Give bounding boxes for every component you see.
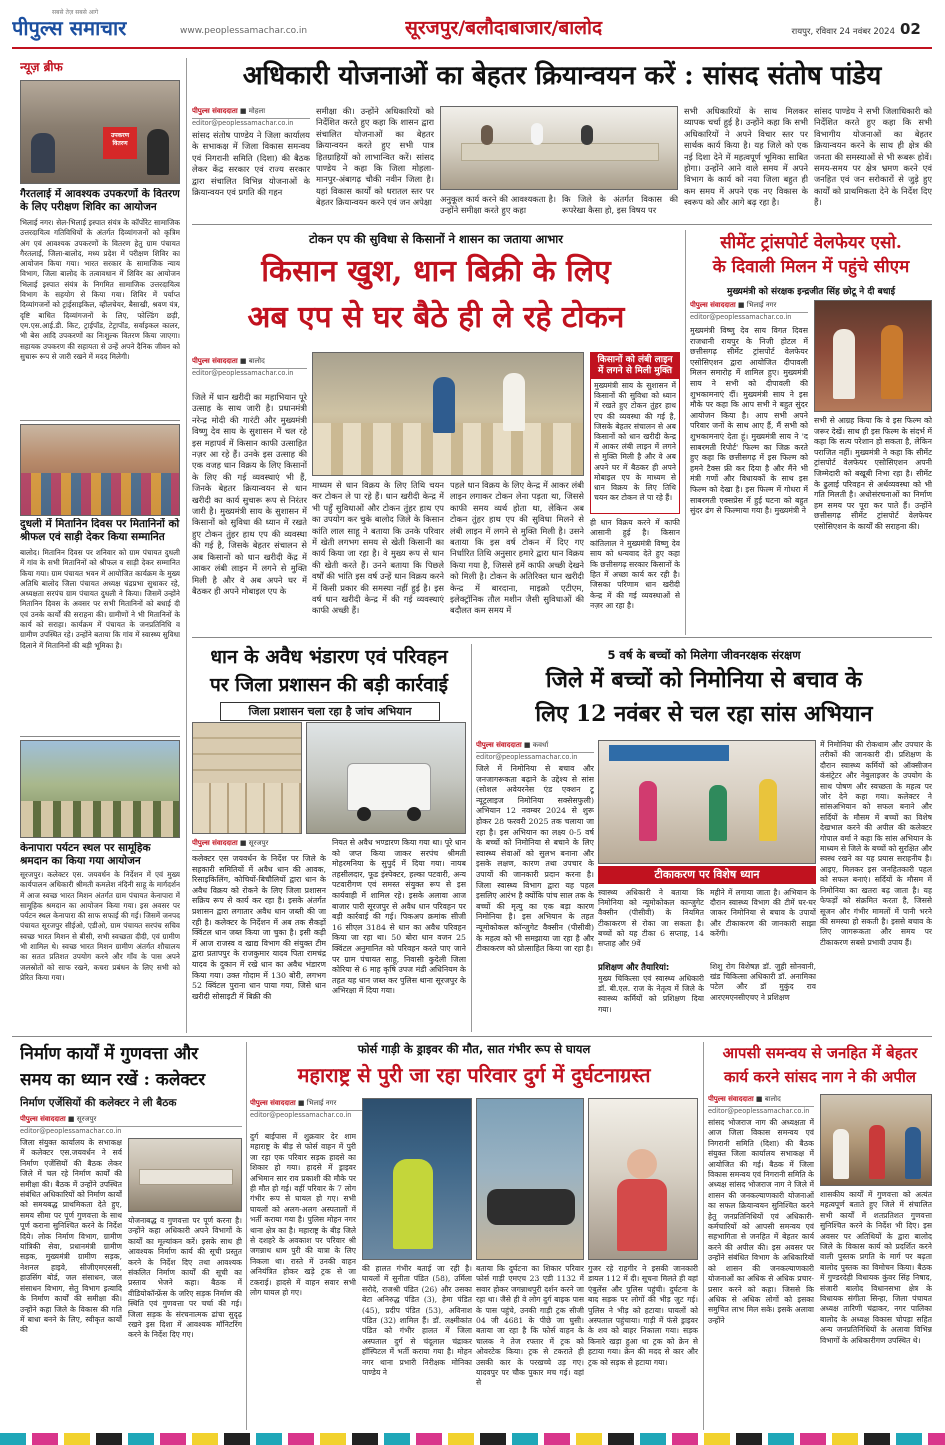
cement-col1: मुख्यमंत्री विष्णु देव साय विगत दिवस राजधानी रायपुर के निजी होटल में छत्तीसगढ़ सीमेंट ट्रांसपोर्ट वेलफेयर एसोसिएशन द्वारा आयोजित दीपावली मिलन समारोह में शामिल हुए। मुख्यमंत्री साय ने सभी को दीपावली की शुभकामनाएं दीं। मुख्यमंत्री साय ने इस मौके पर कहा कि आप सभी ने बहुत सुंदर आयोजन किया है। आप सभी अपने परिवार जनों के साथ आए हैं, मैं सभी को शुभकामनाएं देता हूं। मुख्यमंत्री साय ने 'द साबरमती रिपोर्ट' फिल्म का जिक्र करते हुए कहा कि छत्तीसगढ़ में इस फिल्म को हमने टैक्स फ्री कर दिया है और मैंने भी मंत्री गणों और विधायकों के साथ इस फिल्म को देखा है। इस फिल्म में गोधरा में साबरमती एक्सप्रेस में हुई घटना को बहुत सुंदर ढंग से फिल्माया गया है। मुख्यमंत्री ने (690, 326, 808, 516)
dhan-byline: पीपुल्स संवाददाता ■ सूरजपुर (192, 838, 302, 851)
lower-page-rule (12, 1036, 932, 1037)
top-story-col3: अनुकूल कार्य करने की आवश्यकता है। उन्होंने समीक्षा करते हुए कहा (440, 194, 556, 216)
brief3-headline: केनापारा पर्यटन स्थल पर सामूहिक श्रमदान का किया गया आयोजन (20, 842, 151, 867)
byline-email: editor@peoplessamachar.co.in (250, 1111, 352, 1119)
accident-col3: बताया कि दुर्घटना का शिकार परिवार फोर्स गाड़ी एमएच 23 एडी 1132 में सवार होकर जगन्नाथपुरी दर्शन करने जा रहा था। जैसे ही वे लोग दुर्ग बाइक पास के पास पहुंचे, उनकी गाड़ी ट्रक सीजी 04 जी 4681 के पीछे जा घुसी। बताया जा रहा है कि फोर्स वाहन के चालक ने तेज रफ्तार में ट्रक को ओवरटेक किया। ट्रक से टकराते ही उसकी कार के परखच्चे उड़ गए। यादवपुर पर चौक पुकार मच गई। वहां से (476, 1264, 584, 1388)
kisan-col2: माध्यम से धान विक्रय के लिए तिथि चयन कर टोकन ले पा रहे हैं। धान खरीदी केन्द्र में भी पहुँ सुविधाओं और टोकन तुंहर हाथ एप का उपयोग कर चुके बालोद जिले के किसान कांति लाल साहू ने बताया कि उनके परिवार में खेती लगभग समय से खेती किसानी का कार्य किया जा रहा है। वे मुख्य रूप से धान की खेती करते हैं। उनने बताया कि पिछले वर्षों की भांति इस वर्ष उन्हें धान विक्रय करने में किसी प्रकार की समस्या नहीं हुई है। इस वर्ष धान खरीदी केन्द्र में की गई व्यवस्थाएं काफी अच्छी हैं। (312, 480, 444, 616)
byline-location: बालोद (248, 357, 265, 365)
site-url: www.peoplessamachar.co.in (180, 26, 308, 36)
brief2-headline: दुधली में मितानिन दिवस पर मितानिनों को श्रीफल एवं साड़ी देकर किया सम्मानित (20, 518, 180, 543)
mid-column-rule (685, 230, 686, 635)
cement-headline-1: सीमेंट ट्रांसपोर्ट वेलफेयर एसो. (720, 233, 902, 253)
top-story-headline: अधिकारी योजनाओं का बेहतर क्रियान्वयन करें : सांसद संतोष पांडेय (242, 61, 882, 91)
top-story-byline: पीपुल्स संवाददाता ■ मोहला editor@peoplessamachar.co.in (192, 106, 310, 127)
mid-page-rule (192, 637, 932, 638)
nirman-col2: योजनाबद्ध व गुणवत्ता पर पूर्ण करना है। उन्होंने कहा अधिकारी अपने विभागों के कार्यों का मूल्यांकन करें। इसके साथ ही आवश्यक निर्माण कार्य की सूची प्रस्तुत करने के निर्देश दिए तथा आवश्यक संकलित निर्माण कार्यों की सूची का प्रस्ताव भेजने कहा। बैठक में वीडियोकॉन्फ्रेंस के जरिए सड़क निर्माण की स्थिति एवं गुणवत्ता पर चर्चा की गई। जिला सड़क के संरचनात्मक ढांचा सुदृढ़ रखने इस दिशा में आवश्यक मॉनिटरिंग करने के निर्देश दिए गए। (128, 1216, 242, 1340)
region-title: सूरजपुर/बलौदाबाजार/बालोद (405, 17, 603, 39)
byline-location: भिलाई नगर (746, 301, 777, 309)
top-story-col4: कि जिले के अंतर्गत विकास की रूपरेखा कैसा हो, इस विषय पर (562, 194, 678, 216)
dhan-headline-1: धान के अवैध भंडारण एवं परिवहन (210, 646, 448, 668)
niomonia-headline-2: लिए 12 नवंबर से चल रहा सांस अभियान (535, 701, 873, 727)
logo-tag: सबसे तेज़ सबसे आगे (52, 9, 99, 16)
nirman-kicker: निर्माण एजेंसियों की कलेक्टर ने ली बैठक (20, 1097, 177, 1109)
niomonia-photo (598, 740, 816, 864)
upkaran-banner: उपकरण वितरण (103, 127, 137, 159)
kisan-photo (312, 352, 584, 476)
byline-author: पीपुल्स संवाददाता (250, 1099, 296, 1107)
byline-author: पीपुल्स संवाददाता (192, 107, 238, 115)
accident-kicker: फोर्स गाड़ी के ड्राइवर की मौत, सात गंभीर रूप से घायल (357, 1042, 591, 1056)
byline-location: सूरजपुर (248, 839, 269, 847)
kisan-byline: पीपुल्स संवाददाता ■ बालोद editor@peoplessamachar.co.in (192, 356, 307, 377)
byline-email: editor@peoplessamachar.co.in (476, 753, 578, 761)
byline-location: भिलाई नगर (306, 1099, 337, 1107)
nirman-col1: जिला संयुक्त कार्यालय के सभाकक्ष में कलेक्टर एस.जयवर्धन ने सर्व निर्माण एजेंसियों की बैठक लेकर जिले में चल रहे निर्माण कार्यों की समीक्षा की। बैठक में उन्होंने उपस्थित संबंधित अधिकारियों को निर्माण कार्यों को समयबद्ध प्राथमिकता देते हुए, समय सीमा पर पूर्ण गुणवत्ता के साथ पूर्ण कराना सुनिश्चित करने के निर्देश दिये। लोक निर्माण विभाग, ग्रामीण यांत्रिकी सेवा, प्रधानमंत्री ग्रामीण सड़क, मुख्यमंत्री ग्रामीण सड़क, नेशनल हाइवे, सीजीएमएससी, हाउसिंग बोर्ड, जल संसाधन, जल संसाधन विभाग, सेतु विभाग इत्यादि के निर्माण कार्यों की समीक्षा की। उन्होंने कहा जिले के विकास की गति में बाधा बनने के लिए, स्वीकृत कार्यों की (20, 1138, 122, 1335)
samanvay-headline-1: आपसी समन्वय से जनहित में बेहतर (722, 1044, 918, 1062)
byline-email: editor@peoplessamachar.co.in (708, 1107, 810, 1115)
logo-text: पीपुल्स समाचार (12, 16, 127, 40)
byline-location: मोहला (248, 107, 266, 115)
kisan-headline-1: किसान खुश, धान बिक्री के लिए (261, 254, 611, 289)
nirman-photo (128, 1138, 242, 1212)
print-color-strip (0, 1433, 945, 1445)
niomonia-col2c: मुख्य चिकित्सा एवं स्वास्थ्य अधिकारी डॉ. बी.एल. राज के नेतृत्व में जिले के स्वास्थ्य कर्मियों को प्रशिक्षण दिया गया। (598, 974, 704, 1014)
samanvay-col1: सांसद भोजराज नाग की अध्यक्षता में आज जिला विकास समन्वय एवं निगरानी समिति (दिशा) की बैठक संयुक्त जिला कार्यालय सभाकक्ष में आयोजित की गई। बैठक में जिला विकास समन्वय एवं निगरानी समिति के अध्यक्ष सांसद भोजराज नाग ने जिले में शासन की जनकल्याणकारी योजनाओं का सफल क्रियान्वयन सुनिश्चित करने हेतु जनप्रतिनिधियों एवं अधिकारी-कर्मचारियों को आपसी समन्वय एवं सहभागिता से जनहित में बेहतर कार्य करने की अपील की। इस अवसर पर उन्होंने संबंधित विभाग के अधिकारियों को शासन की जनकल्याणकारी योजनाओं का अधिक से अधिक प्रचार-प्रसार करने को कहा। जिससे कि अधिक से अधिक लोगों को इसका समुचित लाभ मिल सके। इसके अलावा उन्होंने (708, 1118, 814, 1325)
byline-author: पीपुल्स संवाददाता (476, 741, 522, 749)
kisan-col3: पहले धान विक्रय के लिए केन्द्र में आकर लंबी लाइन लगाकर टोकन लेना पड़ता था, जिससे काफी समय व्यर्थ होता था, लेकिन अब टोकन तुंहर हाथ एप की सुविधा मिलने से लंबी लाइन में लगने से मुक्ति मिली है। उसने बताया कि इस वर्ष टोकन में दिए गए निर्धारित तिथि अनुसार हमारे द्वारा धान विक्रय किया गया है, जिससे हमें काफी अच्छी देखने को मिली है। टोकन के अतिरिक्त धान खरीदी केन्द्र में बारदाना, माइक्रो एटीएम, इलेक्ट्रॉनिक तौल मशीन जैसी सुविधाओं की बदौलत कम समय में (450, 480, 584, 616)
niomonia-kicker: 5 वर्ष के बच्चों को मिलेगा जीवनरक्षक संरक्षण (607, 648, 801, 662)
kisan-headline-2: अब एप से घर बैठे ही ले रहे टोकन (247, 300, 625, 335)
samanvay-col2: शासकीय कार्यों में गुणवत्ता को अत्यंत महत्वपूर्ण बताते हुए जिले में संचालित सभी कार्यों में शतप्रतिशत गुणवत्ता सुनिश्चित करने के निर्देश भी दिए। इस अवसर पर अतिथियों के द्वारा बालोद जिले के विकास कार्य को प्रदर्शित करने वाली पुस्तक प्रगति के मार्ग पर बढ़ता बालोद पुस्तक का विमोचन किया। बैठक में गुण्डरदेही विधायक कुंवर सिंह निषाद, संजारी बालोद विधानसभा क्षेत्र के विधायक संगीता सिन्हा, जिला पंचायत अध्यक्ष तारिणी चंद्राकर, नगर पालिका बालोद के अध्यक्ष विकास चोपड़ा सहित अन्य जनप्रतिनिधियों के अलावा विभिन्न विभागों के अधिकारीगण उपस्थित थे। (820, 1190, 932, 1345)
brief2-photo (20, 424, 180, 516)
niomonia-col1: जिले में निमोनिया से बचाव और जनजागरूकता बढ़ाने के उद्देश्य से सांस (सोशल अवेयरनेस एंड एक्शन टू न्यूट्रलाइज निमोनिया सक्सेसफुली) अभियान 12 नवम्बर 2024 से शुरू होकर 28 फरवरी 2025 तक चलाया जा रहा है। इस अभियान का लक्ष्य 0-5 वर्ष के बच्चों को निमोनिया से बचाने के लिए स्वास्थ्य सेवाओं को सुलभ बनाना और इसके लक्षण, कारण तथा उपचार के उपायों की जानकारी प्रदान करना है। जिला स्वास्थ्य विभाग द्वारा यह पहल इसलिए आरंभ है क्योंकि पांच साल तक के बच्चों की मृत्यु का एक बड़ा कारण निमोनिया है। इस अभियान के तहत न्यूमोकोकल कॉन्जुगेट वैक्सीन (पीसीवी) के महत्व को भी समझाया जा रहा है और टीकाकरण को प्रोत्साहित किया जा रहा है। (476, 764, 594, 954)
top-story-col1: सांसद संतोष पाण्डेय ने जिला कार्यालय के सभाकक्ष में जिला विकास समन्वय एवं निगरानी समिति (दिशा) की बैठक लेकर केंद्र सरकार एवं राज्य सरकार द्वारा संचालित विभिन्न योजनाओं के क्रियान्वयन एवं प्रगति की गहन (192, 130, 310, 198)
vaccine-bar: टीकाकरण पर विशेष ध्यान (598, 866, 816, 884)
byline-location: सूरजपुर (76, 1115, 97, 1123)
byline-author: पीपुल्स संवाददाता (192, 839, 238, 847)
top-story-col5: सभी अधिकारियों के साथ मिलकर व्यापक चर्चा हुई है। उन्होंने कहा कि सभी अधिकारियों ने अपने विचार स्तर पर सार्थक कार्य किया है। यह जिले को एक नई दिशा देने में महत्वपूर्ण भूमिका साबित होगा। उन्होंने आने वाले समय में अपने विभाग के कार्य को नया जिला बहुत ही कम समय में अपने एक नए विकास के स्वरूप को और आगे बढ़ रहा है। (684, 106, 808, 208)
niomonia-col2d: शिशु रोग विशेषज्ञ डॉ. जुही सोनवानी, खंड चिकित्सा अधिकारी डॉ. अनामिका पटेल और डॉ मुकुंद राव आरएमएनसीएचए ने प्रशिक्षण (710, 962, 816, 1002)
brief1-photo (20, 80, 180, 184)
accident-photo-mid (476, 1098, 584, 1260)
dhan-photo-left (192, 722, 302, 834)
dhan-col1: कलेक्टर एस जयवर्धन के निर्देश पर जिले के सहकारी समितियों में अवैध धान की आवक, रिसाइकिलिंग, कोचियों-बिचौलियों द्वारा धान के अवैध विक्रय को रोकने के लिए जिला प्रशासन सक्रिय रूप से कार्य कर रहा है। इसके अंतर्गत प्रशासन द्वारा लगातार अवैध धान जब्ती की जा रही है। कलेक्टर के निर्देशन में अब तक सैकड़ों क्विंटल धान जब्त किया जा चुका है। इसी कड़ी में आज राजस्व व खाद्य विभाग की संयुक्त टीम द्वारा प्रतापपुर के राजकुमार यादव पिता रामचंद्र यादव के दुकान में रखे धान का अवैध भंडारण किया गया। उक्त गोदाम में 130 बोरी, लगभग 52 क्विंटल पुराना धान पाया गया, जिसे धान खरीदी सोसाइटी में बिक्री की (192, 854, 326, 1001)
cement-col2: सभी से आग्रह किया कि वे इस फिल्म को जरूर देखें। साथ ही इस फिल्म के संदर्भ में कहा कि सत्य परेशान हो सकता है, लेकिन पराजित नहीं। मुख्यमंत्री ने कहा कि सीमेंट ट्रांसपोर्ट वेलफेयर एसोसिएशन अपनी जिम्मेदारी को बखूबी निभा रहा है। सीमेंट के ढुलाई परिवहन से अर्थव्यवस्था को भी गति मिलती है। अधोसंरचनाओं का निर्माण हम समय पर पूरा कर पाते हैं। उन्होंने छत्तीसगढ़ सीमेंट ट्रांसपोर्ट वेलफेयर एसोसिएशन के कार्यों की सराहना की। (814, 416, 932, 531)
byline-location: कवर्धा (532, 741, 549, 749)
cement-headline-2: के दिवाली मिलन में पहुंचे सीएम (712, 257, 910, 277)
kisan-sidebar (590, 352, 680, 514)
brief3-photo (20, 740, 180, 838)
byline-author: पीपुल्स संवाददाता (192, 357, 238, 365)
samanvay-headline-2: कार्य करने सांसद नाग ने की अपील (724, 1068, 916, 1086)
kisan-col1: जिले में धान खरीदी का महाभियान पूरे उत्साह के साथ जारी है। प्रधानमंत्री नरेन्द्र मोदी की गारंटी और मुख्यमंत्री विष्णु देव साय के सुशासन में चल रहे इस महापर्व में किसान काफी उत्साहित नज़र आ रहे हैं। उनके इस उत्साह की एक वजह धान विक्रय के लिए किसानों के लिए की गई व्यवस्थाएं भी हैं, जिनके बेहतर क्रियान्वयन से धान खरीदी का कार्य सुचारू रूप से निरंतर जारी है। मुख्यमंत्री साय के सुशासन में किसानों को सुविधा की ध्यान में रखते हुए टोकन तुंहर हाथ एप की व्यवस्था की गई है, जिसके बेहतर संचालन से अब किसानों को धान खरीदी केंद्र में आकर लंबी लाइन में लगने से मुक्ति मिली है और वे अब अपने घर में बैठकर ही अपने मोबाइल एप के (192, 392, 307, 596)
byline-author: पीपुल्स संवाददाता (20, 1115, 66, 1123)
mid2-column-rule (471, 644, 472, 1032)
accident-col4: गुजर रहे राहगीर ने इसकी जानकारी डायल 112 में दी। सूचना मिलते ही वहां एंबुलेंस और पुलिस पहुंची। दुर्घटना के बाद सड़क पर लोगों की भीड़ जुट गई। पुलिस ने भीड़ को हटाया। घायलों को अस्पताल पहुंचाया। गाड़ी में फंसे ड्राइवर के शव को बाहर निकाला गया। सड़क किनारे खड़ा हुआ था ट्रक को क्रेन से हटाया गया। क्रेन की मदद से कार और ट्रक को सड़क से हटाया गया। (588, 1264, 698, 1367)
byline-author: पीपुल्स संवाददाता (708, 1095, 754, 1103)
top-story-col6: सांसद पाण्डेय ने सभी जिलाधिकारी को निर्देशित करते हुए कहा कि सभी विभागीय योजनाओं का बेहतर क्रियान्वयन करने के साथ ही क्षेत्र की जनता की समस्याओं से भी रूबरू होवें। समय-समय पर क्षेत्र भ्रमण करने एवं जनहित एवं जन सरोकारों से जुड़े हुए कार्यों को प्राथमिकता देने के निर्देश दिए हैं। (814, 106, 932, 208)
brief1-body: भिलाई नगर। सेल-भिलाई इस्पात संयंत्र के कॉर्पोरेट सामाजिक उत्तरदायित्व गतिविधियों के अंतर्गत दिव्यांगजनों को कृत्रिम अंग एवं आवश्यक उपकरणों के वितरण हेतु ग्राम पंचायत गैरतलाई, जिला-बालोद, मध्य प्रदेश में परीक्षण शिविर का आयोजन किया गया। भारत सरकार के सामाजिक न्याय विभाग, जिला बालोद के तत्वावधान में शिविर का आयोजन भिलाई इस्पात संयंत्र के निगमित सामाजिक उत्तरदायित्व विभाग के सहयोग से किया गया। शिविर में पर्याप्त दिव्यांगजनों को ट्राईसाइकिल, व्हीलचेयर, बैसाखी, श्रवण यंत्र, दृष्टि बाधित दिव्यांगजनों के लिए, फोल्डिंग छड़ी, एम.एस.आई.डी. किट, ट्राईपॉड, टेट्रापॉड, सर्वाइकल कालर, भी बेस आदि उपकरणों का निःशुल्क वितरण किया जाएगा। सहायक उपकरण की सहायता से उन्हें अपने दैनिक जीवन को सुचारू रूप से जारी रखने में मदद मिलेगी। (20, 218, 180, 361)
accident-col1: दुर्ग बाईपास में शुक्रवार देर शाम महाराष्ट्र के बीड़ से फोर्स वाहन में पुरी जा रहा एक परिवार सड़क हादसे का शिकार हो गया। हादसे में ड्राइवर अभिमान सार राव प्रकाशी की मौके पर ही मौत हो गई। वहीं परिवार के 7 लोग गंभीर रूप से घायल हो गए। सभी घायलों को अलग-अलग अस्पतालों में भर्ती कराया गया है। पुलिस मोहन नगर थाना क्षेत्र का है। महाराष्ट्र के बीड़ जिले से दशहरे के अवकाश पर परिवार श्री जगन्नाथ धाम पुरी की यात्रा के लिए निकला था। रास्ते में उनकी वाहन अनियंत्रित होकर खड़े ट्रक से जा टकराई। हादसे में वाहन सवार सभी लोग घायल हो गए। (250, 1132, 356, 1298)
byline-email: editor@peoplessamachar.co.in (192, 119, 294, 127)
brief1-headline: गैरतलाई में आवश्यक उपकरणों के वितरण के लिए परीक्षण शिविर का आयोजन (20, 188, 180, 213)
masthead-rule (12, 47, 932, 49)
brief3-body: सूरजपुर। कलेक्टर एस. जयवर्धन के निर्देशन में एवं मुख्य कार्यपालन अधिकारी श्रीमती कमलेश नंदिनी साहू के मार्गदर्शन में आज स्वच्छ भारत मिशन अंतर्गत ग्राम पंचायत केनापारा में सामूहिक श्रमदान का आयोजन किया गया। इस अवसर पर पर्यटन स्थल केनापारा की साफ सफाई की गई। जिसमें जनपद पंचायत सूरजपुर सीईओ, एडीओ, ग्राम पंचायत सरपंच सचिव स्वच्छ भारत मिशन से बीसी, सभी स्वच्छता दीदी, एवं ग्रामीण भी शामिल थे। स्वच्छ भारत मिशन ग्रामीण अंतर्गत शौचालय का सतत प्रतिशत उपयोग करने और गाँव के पास अपने जलस्रोतों को साफ रखने, कचरा प्रबंधन के लिए सभी को प्रेरित किया गया। (20, 870, 180, 982)
nirman-headline-1: निर्माण कार्यों में गुणवत्ता और (20, 1044, 199, 1064)
niomonia-headline-1: जिले में बच्चों को निमोनिया से बचाव के (545, 667, 863, 693)
top-story-rule (192, 224, 932, 225)
nirman-headline-2: समय का ध्यान रखें : कलेक्टर (20, 1070, 206, 1090)
news-brief-label: न्यूज़ ब्रीफ (20, 60, 63, 74)
niomonia-col2a: स्वास्थ्य अधिकारी ने बताया कि निमोनिया को न्यूमोकोकल कान्जुगेट वैक्सीन (पीसीवी) के नियमित टीकाकरण से रोका जा सकता है। बच्चों को यह टीका 6 सप्ताह, 14 सप्ताह और 9वें (598, 888, 704, 949)
kisan-sidebar-body: मुख्यमंत्री साय के सुशासन में किसानों की सुविधा को ध्यान में रखते हुए टोकन तुंहर हाथ एप की व्यवस्था की गई है, जिसके बेहतर संचालन से अब किसानों को धान खरीदी केन्द्र में आकर लंबी लाइन में लगने से मुक्ति मिली है और वे अब अपने घर में बैठकर ही अपने मोबाइल एप के माध्यम से धान विक्रय के लिए तिथि चयन कर टोकन ले पा रहे हैं। (594, 381, 676, 503)
issue-date: रायपुर, रविवार 24 नवंबर 2024 (791, 27, 895, 37)
dhan-col2: नियत से अवैध भण्डारण किया गया था। पूरे धान को जप्त किया जाकर सरपंच श्रीमती मोहरमनिया के सुपुर्द में दिया गया। नायब तहसीलदार, फूड इंस्पेक्टर, हल्का पटवारी, अन्य पटवारीगण एवं समस्त संयुक्त रूप से इस कार्यवाही में शामिल रहे। इसके अलावा आज बाजार पारी सूरजपुर से अवैध धान परिवहन पर बड़ी कार्रवाई की गई। पिकअप क्रमांक सीजी 16 सीएल 3184 से धान का अवैध परिवहन किया जा रहा था। 50 बोरा धान वजन 25 क्विंटल अनुमानित को परिवहन करते पाए जाने पर ग्राम पंचायत साहू, निवासी कुदेली जिला कोरिया से 6 माह कृषि उपज मंडी अधिनियम के तहत यह धान जब्त कर पुलिस थाना सूरजपुर के अभिरक्षा में दिया गया। (332, 838, 466, 996)
kisan-col4: ही धान विक्रय करने में काफी आसानी हुई है। किसान कांतिलाल ने मुख्यमंत्री विष्णु देव साय को धन्यवाद देते हुए कहा कि छत्तीसगढ़ सरकार किसानों के हित में अच्छा कार्य कर रही है। जिसका परिणाम धान खरीदी केन्द्र में की गई व्यवस्थाओं से नज़र आ रहा है। (590, 518, 680, 611)
accident-col2: की हालत गंभीर बताई जा रही है। घायलों में सुनीता पंडित (58), उर्मिला सरोदे, राजश्री पंडित (26) और उसका बेटा अनिरुद्ध पंडित (3), हेमा पंडित (45), प्रदीप पंडित (53), अविनाश पंडित (32) शामिल हैं। डॉ. लक्ष्मीकांत पंडित को गंभीर हालत में जिला अस्पताल दुर्ग से चंदूलाल चंद्राकर हॉस्पिटल में भर्ती कराया गया है। मोहन नगर थाना प्रभारी निरीक्षक मोनिका पाण्डेय ने (362, 1264, 472, 1378)
training-head: प्रशिक्षण और तैयारियां: (598, 963, 670, 973)
top-story-photo (440, 106, 678, 190)
niomonia-byline: पीपुल्स संवाददाता ■ कवर्धा editor@peoplessamachar.co.in (476, 740, 594, 761)
byline-email: editor@peoplessamachar.co.in (690, 313, 792, 321)
nirman-byline: पीपुल्स संवाददाता ■ सूरजपुर editor@peoplessamachar.co.in (20, 1114, 242, 1135)
niomonia-col2b: महीने में लगाया जाता है। अभियान के दौरान स्वास्थ्य विभाग की टीमें घर-घर जाकर निमोनिया से बचाव के उपायों और टीकाकरण की जानकारी साझा करेंगी। (710, 888, 816, 938)
samanvay-byline: पीपुल्स संवाददाता ■ बालोद editor@peoplessamachar.co.in (708, 1094, 814, 1115)
brief-divider-1 (20, 420, 180, 421)
cement-kicker: मुख्यमंत्री को संरक्षक इन्द्रजीत सिंह छोटू ने दी बधाई (726, 287, 895, 297)
dhan-headline-2: पर जिला प्रशासन की बड़ी कार्रवाई (209, 674, 449, 696)
brief2-body: बालोद। मितानिन दिवस पर शनिवार को ग्राम पंचायत दुधली में गांव के सभी मितानिनों को श्रीफल व साड़ी देकर सम्मानित किया गया। ग्राम पंचायत भवन में आयोजित कार्यक्रम के मुख्य अतिथि बालोद जिला पंचायत अध्यक्ष चंद्रप्रभा सुधाकर रहे, अध्यक्षता सरपंच ग्राम पंचायत दुधली ने किया। जिसमें उन्होंने मितानिन दिवस के अवसर पर सभी मितानिनों को बधाई दी एवं उनके कार्यों की सराहना की। ग्रामीणों ने भी मितानिनों के कार्य को सराहा। कार्यक्रम में पंचायत के जनप्रतिनिधि व ग्रामीण उपस्थित रहे। उन्होंने बताया कि गांव में स्वास्थ्य सुविधा दिलाने में मितानिनों की बड़ी भूमिका है। (20, 548, 180, 650)
byline-email: editor@peoplessamachar.co.in (192, 369, 294, 377)
lower-col-rule-1 (246, 1042, 247, 1430)
accident-headline: महाराष्ट्र से पुरी जा रहा परिवार दुर्ग में दुर्घटनाग्रस्त (297, 1063, 651, 1087)
top-story-col2: समीक्षा की। उन्होंने अधिकारियों को निर्देशित करते हुए कहा कि शासन द्वारा संचालित योजनाओं का बेहतर क्रियान्वयन करते हुए सभी पात्र हितग्राहियों को लाभान्वित करें। सांसद पाण्डेय ने कहा कि जिला मोहला-मानपुर-अंबागढ़ चौकी नवीन जिला है। यहां विकास कार्यों को धरातल स्तर पर बेहतर क्रियान्वयन करने एवं जन अपेक्षा (316, 106, 434, 208)
accident-photo-left (362, 1098, 472, 1260)
cement-photo (814, 300, 932, 412)
page-number: 02 (900, 20, 921, 38)
cement-byline: पीपुल्स संवाददाता ■ भिलाई नगर editor@peoplessamachar.co.in (690, 300, 808, 321)
logo (12, 8, 172, 42)
kisan-sidebar-head: किसानों को लंबी लाइन में लगने से मिली मुक्ति (591, 353, 679, 379)
dhan-kicker: जिला प्रशासन चला रहा है जांच अभियान (220, 702, 440, 721)
brief-divider-2 (20, 736, 180, 737)
byline-location: बालोद (764, 1095, 781, 1103)
accident-byline: पीपुल्स संवाददाता ■ भिलाई नगर editor@peoplessamachar.co.in (250, 1098, 368, 1119)
byline-email: editor@peoplessamachar.co.in (20, 1127, 122, 1135)
niomonia-col3: में निमोनिया की रोकथाम और उपचार के तरीकों की जानकारी दी। प्रशिक्षण के दौरान स्वास्थ्य कर्मियों को ऑक्सीजन कंसंट्रेटर और नेबुलाइजर के उपयोग के साथ पोषण और स्वच्छता के महत्व पर जोर देने कहा गया। कलेक्टर ने सांसअभियान को सफल बनाने और सर्दियों के मौसम में बच्चों का विशेष देखभाल करने की अपील की कलेक्टर गोपाल वर्मा ने कहा कि सांस अभियान के माध्यम से जिले के बच्चों को सुरक्षित और स्वस्थ रखने का यह प्रयास सराहनीय है। आइए, मिलकर इस जनहितकारी पहल को सफल बनाएं। सर्दियों के मौसम में निमोनिया का खतरा बढ़ जाता है। यह फेफड़ों को संक्रमित करता है, जिससे सूजन और गंभीर मामलों में पानी भरने की समस्या हो सकती है। इससे बचाव के लिए जागरूकता और समय पर टीकाकरण सबसे प्रभावी उपाय हैं। (820, 740, 932, 947)
byline-author: पीपुल्स संवाददाता (690, 301, 736, 309)
dhan-photo-right (306, 722, 466, 834)
masthead (0, 0, 945, 52)
left-column-rule (186, 58, 187, 1033)
accident-photo-right (588, 1098, 698, 1260)
kisan-kicker: टोकन एप की सुविधा से किसानों ने शासन का जताया आभार (308, 232, 563, 246)
lower-col-rule-2 (703, 1042, 704, 1430)
samanvay-photo (820, 1094, 932, 1186)
